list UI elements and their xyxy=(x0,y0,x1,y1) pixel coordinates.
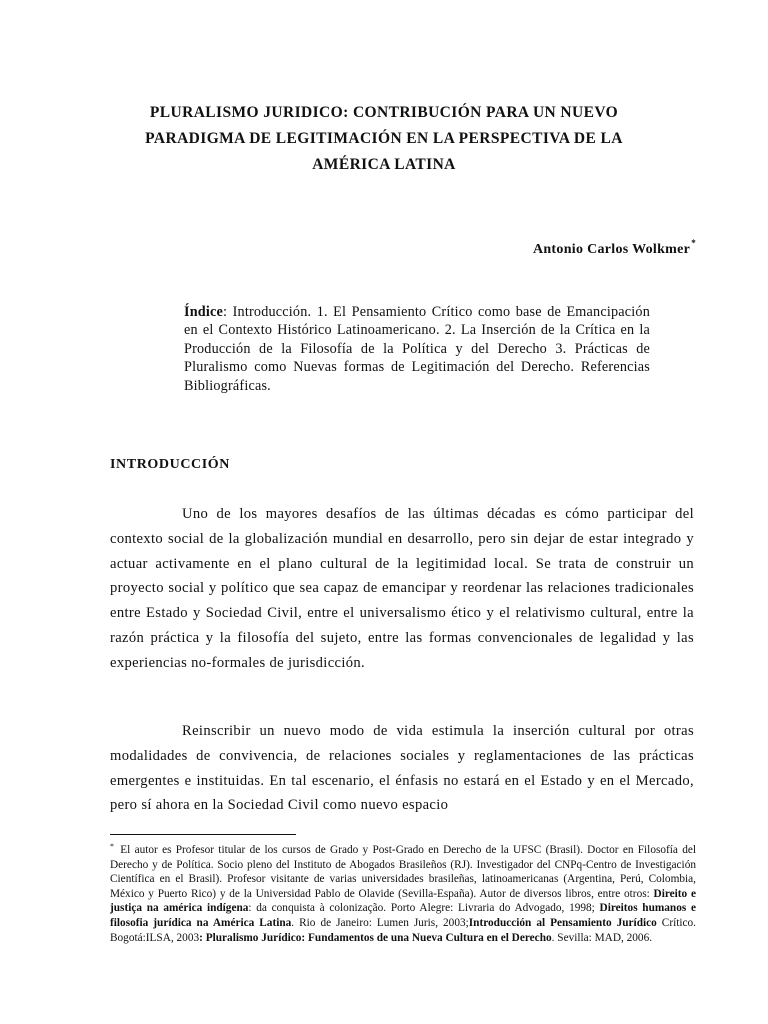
footnote-separator xyxy=(110,834,296,835)
footnote-segment: . Sevilla: MAD, 2006. xyxy=(551,931,653,944)
footnote-segment: . Rio de Janeiro: Lumen Juris, 2003; xyxy=(291,916,469,929)
title-line-2: PARADIGMA DE LEGITIMACIÓN EN LA PERSPECTIVA DE LA xyxy=(145,130,623,147)
title-line-3: AMÉRICA LATINA xyxy=(312,156,456,173)
paper-title xyxy=(110,100,658,178)
footnote-segment: El autor es Profesor titular de los cursos de Grado y Post-Grado en Derecho de la UFSC (Brasil). Doctor en Filosofía del Derecho y de Política. Socio pleno del Instituto de Abogados Brasileños (RJ). Investigador del CNPq-Centro de Investigación Científica en el Brasil). Profesor visitante de varias universidades brasileñas, latinoamericanas (Argentina, Perú, Colombia, México y Puerto Rico) y de la Universidad Pablo de Olavide (Sevilla-España). Autor de diversos libros, entre otros: xyxy=(110,844,696,900)
footnote-book-title: Direitos humanos e filosofia jurídica na América Latina xyxy=(110,902,696,929)
footnote-text xyxy=(110,844,696,944)
footnote-book-title: Introducción al Pensamiento Jurídico xyxy=(468,916,657,929)
footnote-mark: * xyxy=(110,842,114,851)
footnote-book-title: Direito e justiça na américa indígena xyxy=(110,887,696,915)
title-line-1: PLURALISMO JURIDICO: CONTRIBUCIÓN PARA UN NUEVO xyxy=(149,104,619,121)
index-label: Índice xyxy=(184,304,224,320)
body-paragraph-1: Uno de los mayores desafíos de las últimas décadas es cómo participar del contexto social de la globalización mundial en desarrollo, pero sin dejar de estar integrado y actuar activamente en el plano cultural de la legitimidad local. Se trata de construir un proyecto social y político que sea capaz de emancipar y reordenar las relaciones tradicionales entre Estado y Sociedad Civil, entre el universalismo ético y el relativismo cultural, entre la razón práctica y la filosofía del sujeto, entre las formas convencionales de legalidad y las experiencias no-formales de jurisdicción. xyxy=(110,506,694,671)
section-heading: INTRODUCCIÓN xyxy=(110,457,230,472)
author-footnote-mark: * xyxy=(691,238,696,248)
footnote xyxy=(110,840,696,945)
author-name: Antonio Carlos Wolkmer xyxy=(532,242,691,257)
footnote-segment: : da conquista à colonização. Porto Alegre: Livraria do Advogado, 1998; xyxy=(248,902,600,915)
index-text: : Introducción. 1. El Pensamiento Crítico como base de Emancipación en el Contexto Histórico Latinoamericano. 2. La Inserción de la Crítica en la Producción de la Filosofía de la Política y del Derecho 3. Prácticas de Pluralismo como Nuevas formas de Legitimación del Derecho. Referencias Bibliográficas. xyxy=(184,304,650,394)
body-paragraph-2: Reinscribir un nuevo modo de vida estimula la inserción cultural por otras modalidades de convivencia, de relaciones sociales y reglamentaciones de las prácticas emergentes e instituidas. En tal escenario, el énfasis no estará en el Estado y en el Mercado, pero sí ahora en la Sociedad Civil como nuevo espacio xyxy=(110,723,694,814)
footnote-segment: Crítico. Bogotá:ILSA, 2003 xyxy=(110,916,696,944)
author-line xyxy=(533,238,696,258)
footnote-book-title: : Pluralismo Jurídico: Fundamentos de una Nueva Cultura en el Derecho xyxy=(199,931,552,944)
table-of-contents xyxy=(184,303,650,395)
